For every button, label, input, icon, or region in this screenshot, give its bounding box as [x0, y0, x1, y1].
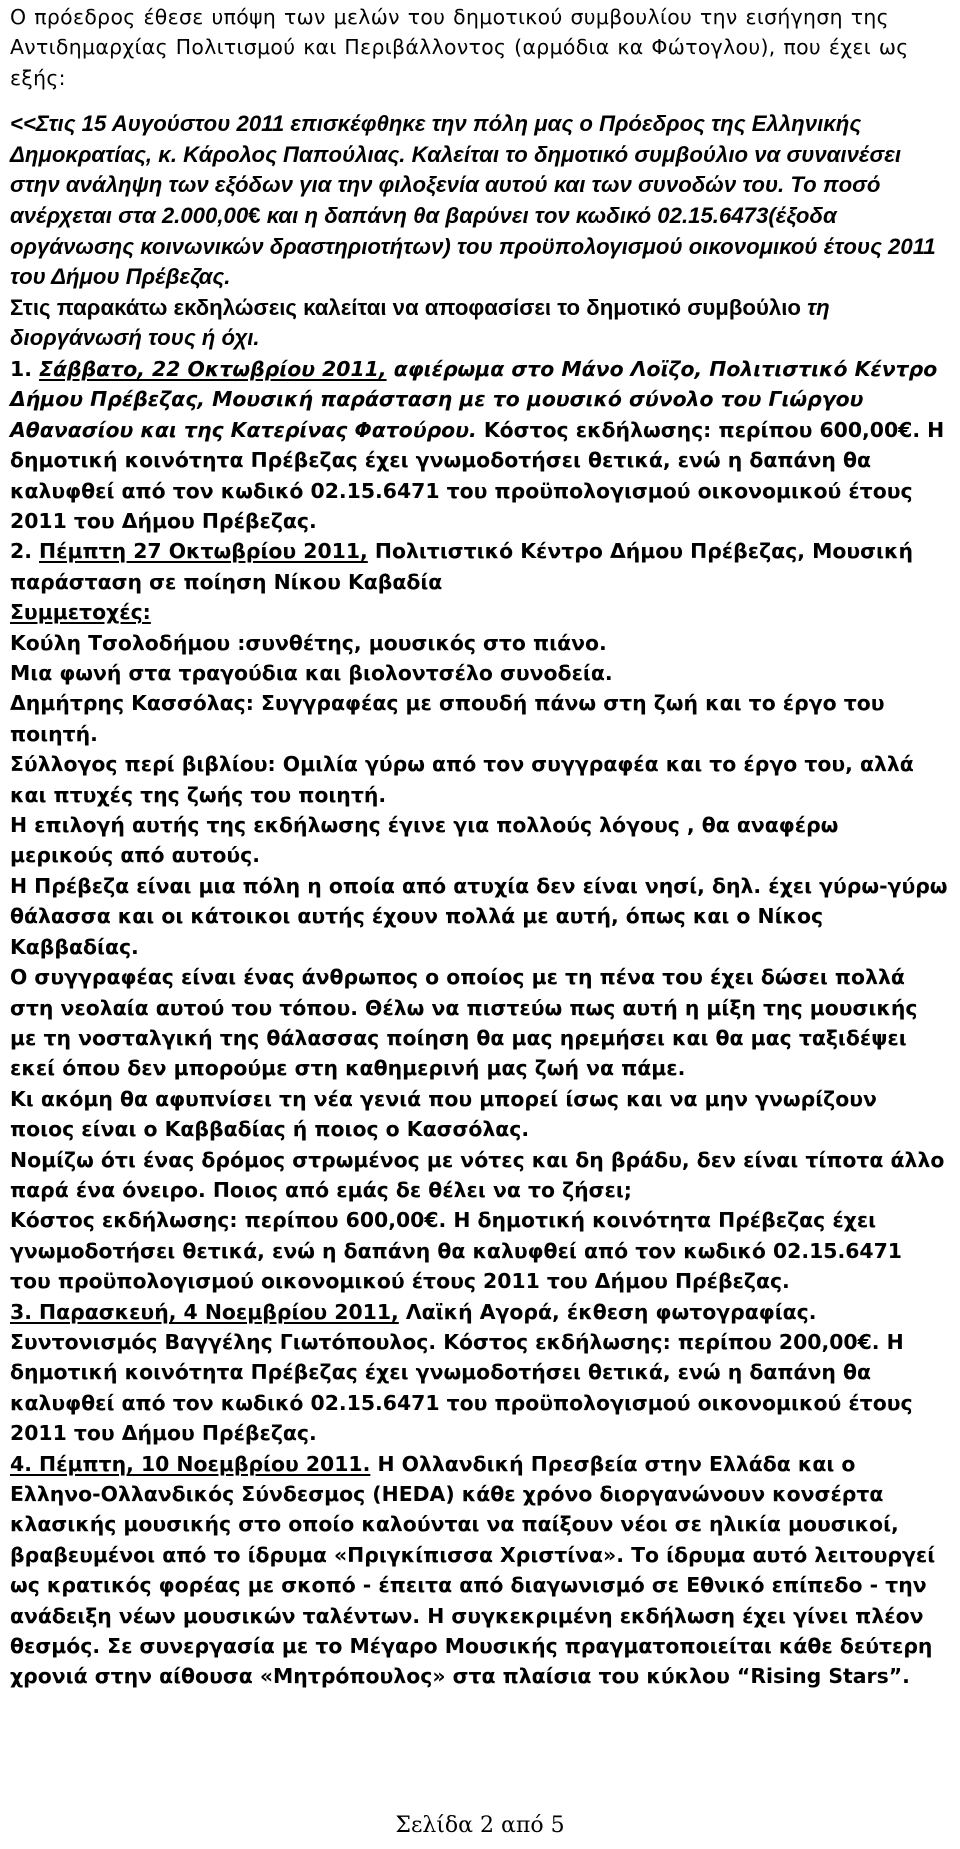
event-1-date: Σάββατο, 22 Οκτωβρίου 2011,: [39, 356, 387, 381]
event-1-cost: Κόστος εκδήλωσης: περίπου 600,00€. Η δημοτική κοινότητα Πρέβεζας έχει γνωμοδοτήσει θετικά, ενώ η δαπάνη θα καλυφθεί από τον κωδικό 02.15.6471 του προϋπολογισμού οικονομικού έτους 2011 του Δήμου Πρέβεζας.: [10, 417, 945, 533]
quote-text-1: <<Στις 15 Αυγούστου 2011 επισκέφθηκε την πόλη μας ο Πρόεδρος της Ελληνικής Δημοκρατίας, κ. Κάρολος Παπούλιας. Καλείται το δημοτικό συμβούλιο να συναινέσει στην ανάληψη των εξόδων για την φιλοξενία αυτού και των συνοδών του. Το ποσό ανέρχεται στα 2.000,00: [10, 111, 902, 228]
event-4: [10, 1449, 948, 1692]
quote-text-3: Στις παρακάτω εκδηλώσεις καλείται να αποφασίσει το δημοτικό συμβούλιο τη διοργάνωσή τους ή όχι.: [10, 294, 830, 351]
event-1-number: 1.: [10, 356, 40, 381]
event-3-date: 3. Παρασκευή, 4 Νοεμβρίου 2011,: [10, 1299, 399, 1324]
euro-sign: €: [248, 203, 261, 228]
event-2-paragraph-6: Η Πρέβεζα είναι μια πόλη η οποία από ατυχία δεν είναι νησί, δηλ. έχει γύρω-γύρω θάλασσα και οι κάτοικοι αυτής έχουν πολλά με αυτή, όπως και ο Νίκος Καββαδίας.: [10, 873, 948, 959]
participant-4: Σύλλογος περί βιβλίου: Ομιλία γύρω από τον συγγραφέα και το έργο του, αλλά και πτυχές της ζωής του ποιητή.: [10, 752, 914, 807]
event-3-description: Λαϊκή Αγορά, έκθεση φωτογραφίας. Συντονισμός Βαγγέλης Γιωτόπουλος. Κόστος εκδήλωσης: περίπου 200,00€. Η δημοτική κοινότητα Πρέβεζας έχει γνωμοδοτήσει θετικά, ενώ η δαπάνη θα καλυφθεί από τον κωδικό 02.15.6471 του προϋπολογισμού οικονομικού έτους 2011 του Δήμου Πρέβεζας.: [10, 1299, 913, 1446]
event-1: [10, 354, 948, 536]
event-2-paragraph-7: Ο συγγραφέας είναι ένας άνθρωπος ο οποίος με τη πένα του έχει δώσει πολλά στη νεολαία αυτού του τόπου. Θέλω να πιστεύω πως αυτή η μίξη της μουσικής με τη νοσταλγική της θάλασσας ποίηση θα μας ηρεμήσει και θα μας ταξιδέψει εκεί όπου δεν μπορούμε στη καθημερινή μας ζωή να πάμε.: [10, 965, 918, 1081]
event-3: [10, 1297, 948, 1449]
event-2-paragraph-8: Κι ακόμη θα αφυπνίσει τη νέα γενιά που μπορεί ίσως και να μην γνωρίζουν ποιος είναι ο Καββαδίας ή ποιος ο Κασσόλας.: [10, 1086, 877, 1142]
event-2-paragraph-5: Η επιλογή αυτής της εκδήλωσης έγινε για πολλούς λόγους , θα αναφέρω μερικούς από αυτούς.: [10, 813, 839, 868]
event-4-description: Η Ολλανδική Πρεσβεία στην Ελλάδα και ο Ελληνο-Ολλανδικός Σύνδεσμος (HEDA) κάθε χρόνο διοργανώνουν κονσέρτα κλασικής μουσικής στο οποίο καλούνται να παίξουν νέοι σε ηλικία μουσικοί, βραβευμένοι από το ίδρυμα «Πριγκίπισσα Χριστίνα». Το ίδρυμα αυτό λειτουργεί ως κρατικός φορέας με σκοπό - έπειτα από διαγωνισμό σε Εθνικό επίπεδο - την ανάδειξη νέων μουσικών ταλέντων. Η συγκεκριμένη εκδήλωση έχει γίνει πλέον θεσμός. Σε συνεργασία με το Μέγαρο Μουσικής πραγματοποιείται κάθε δεύτερη χρονιά στην αίθουσα «Μητρόπουλος» στα πλαίσια του κύκλου “Rising Stars”.: [10, 1451, 936, 1689]
participants-heading: Συμμετοχές:: [10, 600, 151, 625]
event-2-date: Πέμπτη 27 Οκτωβρίου 2011,: [39, 539, 368, 564]
event-2-cost: Κόστος εκδήλωσης: περίπου 600,00€. Η δημοτική κοινότητα Πρέβεζας έχει γνωμοδοτήσει θετικά, ενώ η δαπάνη θα καλυφθεί από τον κωδικό 02.15.6471 του προϋπολογισμού οικονομικού έτους 2011 του Δήμου Πρέβεζας.: [10, 1208, 902, 1294]
intro-paragraph: Ο πρόεδρος έθεσε υπόψη των μελών του δημοτικού συμβουλίου την εισήγηση της Αντιδημαρχίας Πολιτισμού και Περιβάλλοντος (αρμόδια κα Φώτογλου), που έχει ως εξής:: [10, 5, 909, 90]
quote-text-2: και η δαπάνη θα βαρύνει τον κωδικό 02.15.6473(έξοδα οργάνωσης κοινωνικών δραστηριοτήτων) του προϋπολογισμού οικονομικού έτους 2011 του Δήμου Πρέβεζας.: [10, 203, 936, 290]
event-2-description: Πολιτιστικό Κέντρο Δήμου Πρέβεζας, Μουσική παράσταση σε ποίηση Νίκου Καβαδία: [10, 539, 913, 594]
participant-1: Κούλη Τσολοδήμου :συνθέτης, μουσικός στο πιάνο.: [10, 630, 607, 655]
participant-3: Δημήτρης Κασσόλας: Συγγραφέας με σπουδή πάνω στη ζωή και το έργο του ποιητή.: [10, 691, 885, 746]
event-1-description: αφιέρωμα στο Μάνο Λοϊζο, Πολιτιστικό Κέντρο Δήμου Πρέβεζας, Μουσική παράσταση με το μουσικό σύνολο του Γιώργου Αθανασίου και της Κατερίνας Φατούρου.: [10, 356, 938, 442]
event-2: [10, 536, 948, 597]
event-2-paragraph-9: Νομίζω ότι ένας δρόμος στρωμένος με νότες και δη βράδυ, δεν είναι τίποτα άλλο παρά ένα όνειρο. Ποιος από εμάς δε θέλει να το ζήσει;: [10, 1147, 945, 1202]
events-list: [10, 354, 948, 1692]
event-2-number: 2.: [10, 539, 40, 564]
document-page: [10, 0, 948, 1692]
participant-2: Μια φωνή στα τραγούδια και βιολοντσέλο συνοδεία.: [10, 661, 613, 686]
event-4-date: 4. Πέμπτη, 10 Νοεμβρίου 2011.: [10, 1451, 371, 1476]
page-number-footer: Σελίδα 2 από 5: [395, 1813, 565, 1838]
quoted-proposal: [10, 109, 948, 354]
